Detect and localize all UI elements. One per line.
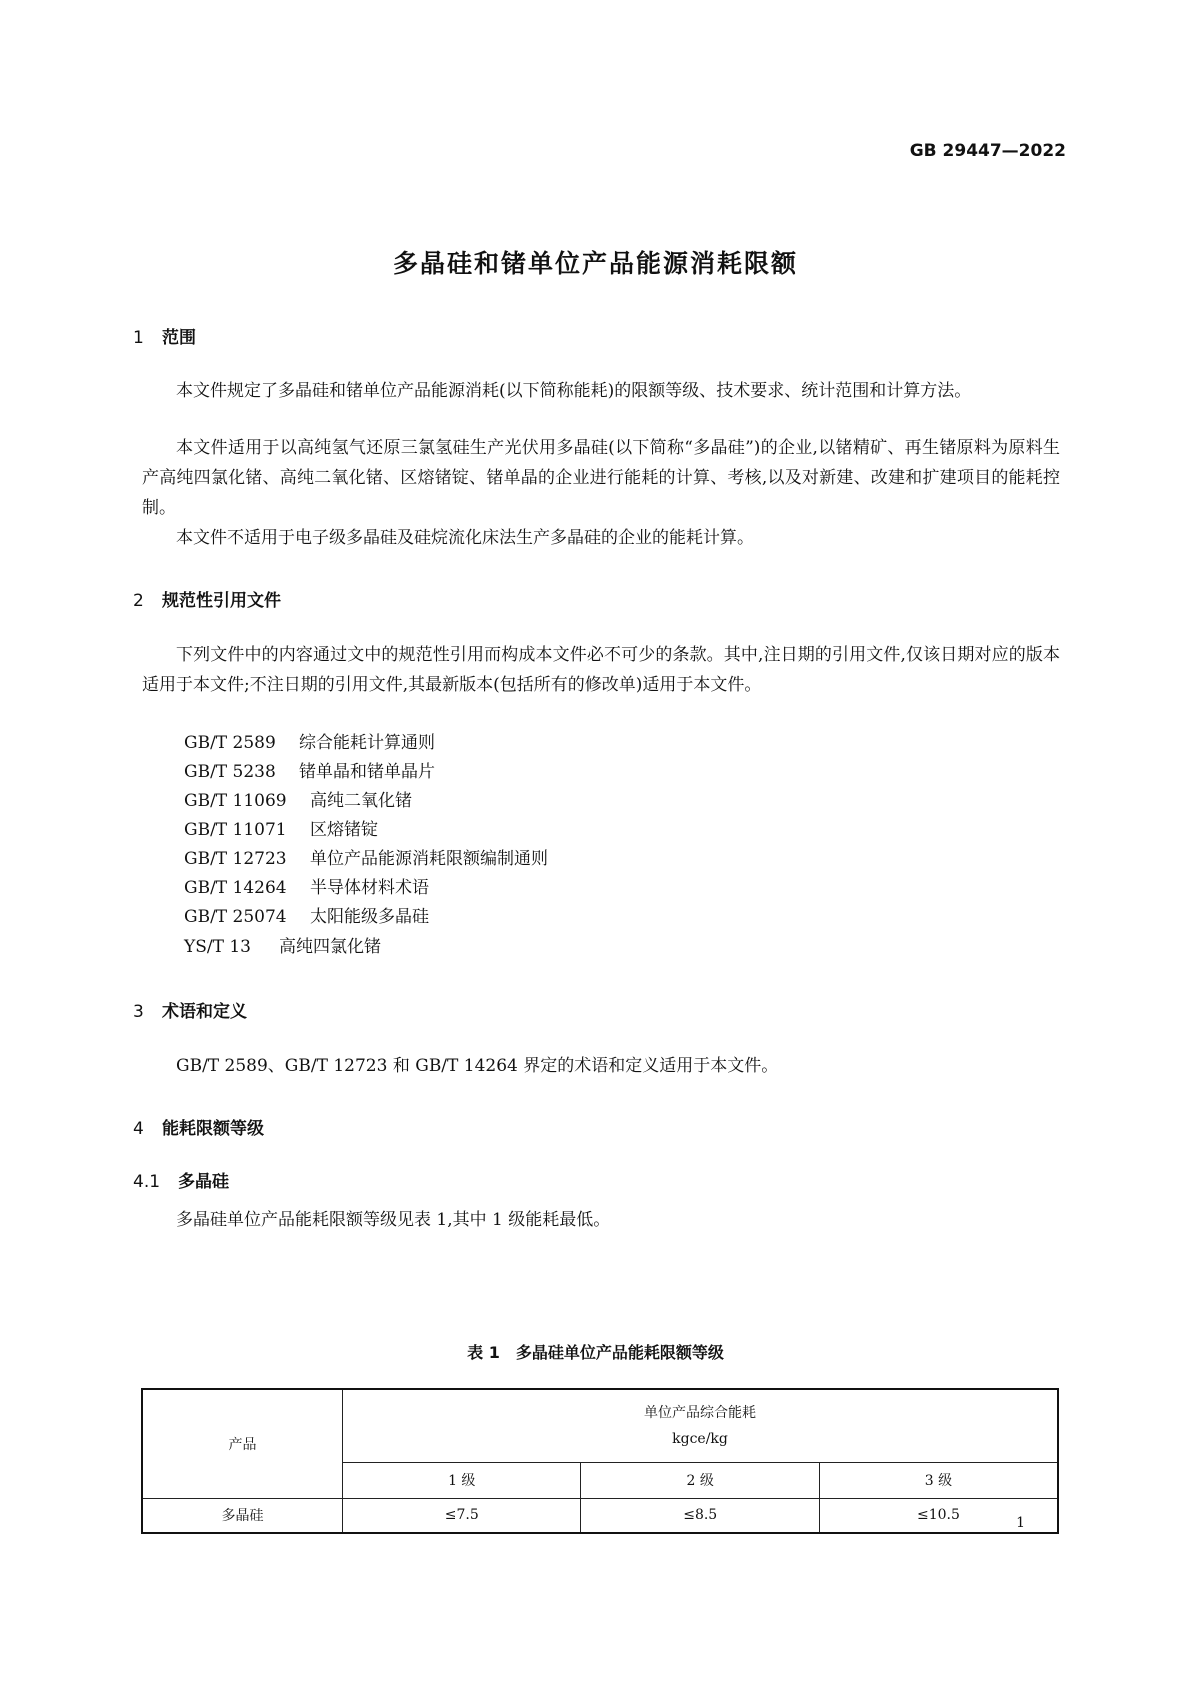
section-1-number: 1: [133, 328, 144, 348]
reference-name: 高纯四氯化锗: [279, 937, 381, 957]
section-4-1-paragraph: 多晶硅单位产品能耗限额等级见表 1,其中 1 级能耗最低。: [176, 1210, 611, 1230]
table-row: [142, 1498, 1058, 1533]
header-grade-1: 1 级: [343, 1462, 581, 1498]
reference-code: GB/T 25074: [184, 907, 287, 927]
reference-name: 太阳能级多晶硅: [310, 907, 429, 927]
reference-code: GB/T 11069: [184, 791, 287, 811]
header-energy-group: [343, 1389, 1058, 1462]
section-3-number: 3: [133, 1002, 144, 1022]
cell-product: 多晶硅: [142, 1498, 343, 1533]
reference-item: [184, 873, 429, 898]
reference-name: 单位产品能源消耗限额编制通则: [310, 849, 548, 869]
reference-item: [184, 786, 412, 811]
reference-item: [184, 932, 381, 957]
header-energy-unit: kgce/kg: [672, 1430, 728, 1447]
reference-code: GB/T 14264: [184, 878, 287, 898]
section-1-paragraph-2: 本文件适用于以高纯氢气还原三氯氢硅生产光伏用多晶硅(以下简称“多晶硅”)的企业,以锗精矿、再生锗原料为原料生产高纯四氯化锗、高纯二氧化锗、区熔锗锭、锗单晶的企业进行能耗的计算、考核,以及对新建、改建和扩建项目的能耗控制。: [142, 438, 1060, 518]
section-4-heading: [133, 1114, 264, 1139]
header-energy-title: 单位产品综合能耗: [644, 1404, 756, 1421]
energy-limit-table: [141, 1388, 1059, 1534]
reference-name: 高纯二氧化锗: [310, 791, 412, 811]
reference-item: [184, 728, 435, 753]
cell-grade-1-value: ≤7.5: [343, 1498, 581, 1533]
page-number: 1: [1016, 1515, 1025, 1531]
section-3-paragraph: GB/T 2589、GB/T 12723 和 GB/T 14264 界定的术语和定义适用于本文件。: [176, 1056, 779, 1076]
reference-code: GB/T 12723: [184, 849, 287, 869]
reference-name: 综合能耗计算通则: [299, 733, 435, 753]
reference-code: GB/T 11071: [184, 820, 287, 840]
header-grade-2: 2 级: [581, 1462, 819, 1498]
document-title: 多晶硅和锗单位产品能源消耗限额: [392, 249, 798, 278]
reference-item: [184, 844, 548, 869]
reference-code: GB/T 5238: [184, 762, 276, 782]
reference-item: [184, 757, 435, 782]
reference-name: 半导体材料术语: [310, 878, 429, 898]
header-product: 产品: [142, 1389, 343, 1498]
header-grade-3: 3 级: [819, 1462, 1058, 1498]
reference-name: 区熔锗锭: [310, 820, 378, 840]
section-2-intro: 下列文件中的内容通过文中的规范性引用而构成本文件必不可少的条款。其中,注日期的引用文件,仅该日期对应的版本适用于本文件;不注日期的引用文件,其最新版本(包括所有的修改单)适用于本文件。: [142, 645, 1060, 695]
section-1-paragraph-3: 本文件不适用于电子级多晶硅及硅烷流化床法生产多晶硅的企业的能耗计算。: [176, 528, 754, 548]
section-4-number: 4: [133, 1119, 144, 1139]
section-1-title: 范围: [162, 328, 196, 348]
section-2-number: 2: [133, 591, 144, 611]
section-2-heading: [133, 586, 281, 611]
section-1-heading: [133, 323, 196, 348]
section-2-title: 规范性引用文件: [162, 591, 281, 611]
reference-item: [184, 902, 429, 927]
section-1-paragraph-1: 本文件规定了多晶硅和锗单位产品能源消耗(以下简称能耗)的限额等级、技术要求、统计范围和计算方法。: [176, 381, 972, 401]
standard-code: GB 29447—2022: [909, 141, 1066, 161]
section-3-heading: [133, 997, 247, 1022]
reference-code: YS/T 13: [184, 937, 251, 957]
section-4-title: 能耗限额等级: [162, 1119, 264, 1139]
section-4-1-title: 多晶硅: [178, 1172, 229, 1192]
reference-code: GB/T 2589: [184, 733, 276, 753]
section-4-1-number: 4.1: [133, 1172, 161, 1192]
cell-grade-2-value: ≤8.5: [581, 1498, 819, 1533]
reference-name: 锗单晶和锗单晶片: [299, 762, 435, 782]
reference-item: [184, 815, 378, 840]
cell-grade-3-value: ≤10.5: [819, 1498, 1058, 1533]
section-4-1-heading: [133, 1167, 229, 1192]
section-3-title: 术语和定义: [162, 1002, 247, 1022]
table-1-caption: 表 1 多晶硅单位产品能耗限额等级: [467, 1343, 724, 1362]
